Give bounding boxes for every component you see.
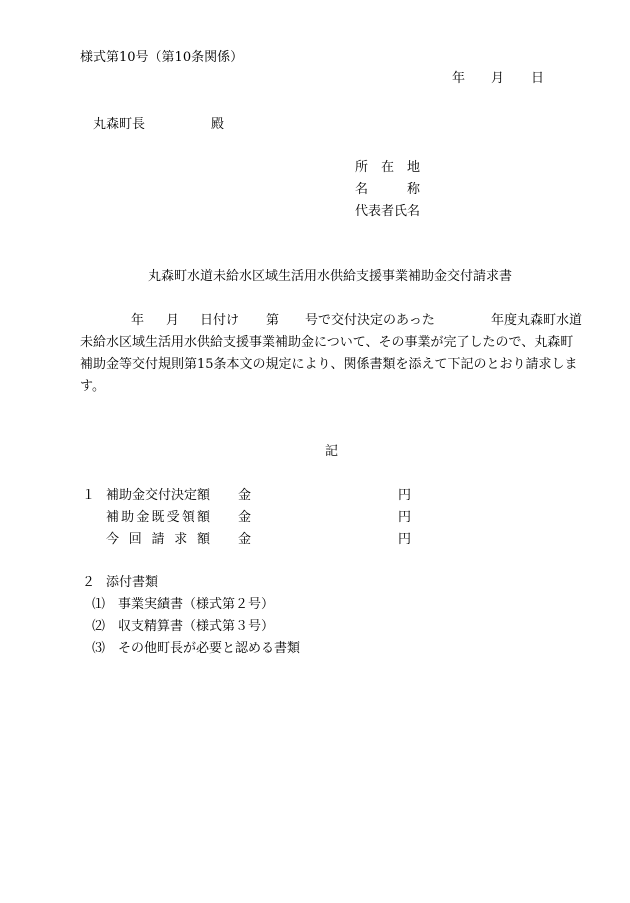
amount-label-text: 今回請求額 — [106, 532, 210, 547]
attachment-text: その他町長が必要と認める書類 — [118, 641, 301, 656]
date-month: 月 — [491, 71, 505, 86]
amount-label — [106, 510, 210, 526]
yen-label: 円 — [398, 532, 412, 547]
body-line-4: す。 — [80, 379, 105, 394]
form-number: 様式第10号（第10条関係） — [80, 50, 244, 65]
yen-label: 円 — [398, 510, 412, 525]
body-line-2: 未給水区域生活用水供給支援事業補助金について、その事業が完了したので、丸森町 — [80, 335, 574, 350]
body-line-3: 補助金等交付規則第15条本文の規定により、関係書類を添えて下記のとおり請求しま — [80, 357, 578, 372]
amount-label — [106, 488, 210, 504]
applicant-address-label: 所 在 地 — [355, 160, 421, 175]
document-title: 丸森町水道未給水区域生活用水供給支援事業補助金交付請求書 — [148, 269, 513, 284]
section-number-1: １ — [82, 488, 96, 503]
addressee-name: 丸森町長 — [93, 117, 146, 132]
body-number-suffix: 号で交付決定のあった — [305, 313, 435, 328]
attachment-marker: ⑵ — [92, 619, 106, 634]
body-month: 月 — [166, 313, 180, 328]
kin-label: 金 — [238, 532, 252, 547]
kin-label: 金 — [238, 510, 252, 525]
applicant-representative-label: 代表者氏名 — [355, 204, 421, 219]
yen-label: 円 — [398, 488, 412, 503]
applicant-name-label: 名 称 — [355, 182, 421, 197]
ki-marker: 記 — [325, 444, 339, 459]
body-number-prefix: 第 — [266, 313, 280, 328]
body-fiscal-year: 年度丸森町水道 — [491, 313, 583, 328]
amount-label-text: 補助金既受領額 — [106, 510, 210, 525]
kin-label: 金 — [238, 488, 252, 503]
body-year: 年 — [131, 313, 145, 328]
amount-label-text: 補助金交付決定額 — [106, 488, 211, 503]
section-number-2: ２ — [82, 575, 96, 590]
attachments-heading: 添付書類 — [106, 575, 159, 590]
attachment-text: 事業実績書（様式第２号） — [118, 597, 275, 612]
amount-label — [106, 532, 210, 548]
attachment-marker: ⑶ — [92, 641, 106, 656]
addressee-honorific: 殿 — [211, 117, 225, 132]
attachment-marker: ⑴ — [92, 597, 106, 612]
attachment-text: 収支精算書（様式第３号） — [118, 619, 275, 634]
date-year: 年 — [452, 71, 466, 86]
date-day: 日 — [531, 71, 545, 86]
body-dated: 日付け — [200, 313, 240, 328]
